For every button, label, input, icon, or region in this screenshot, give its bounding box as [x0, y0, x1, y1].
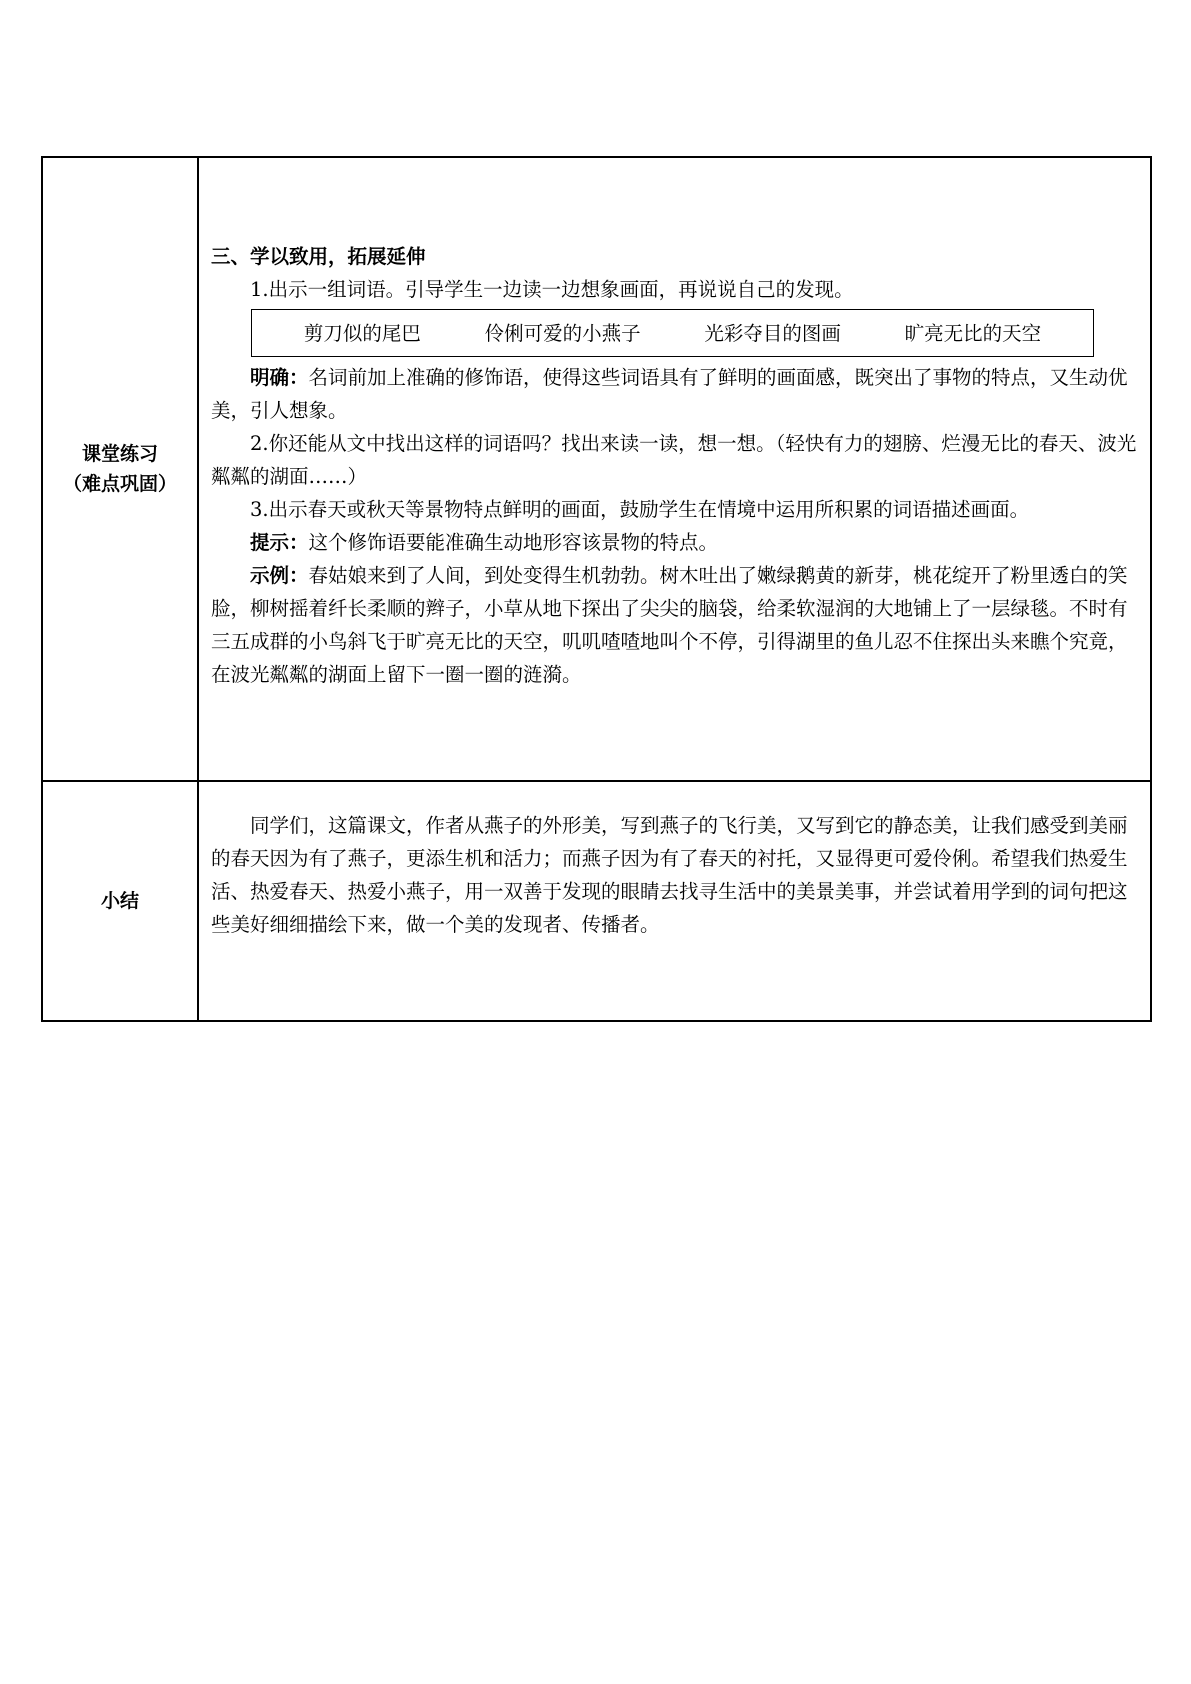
summary-label: 小结 [100, 890, 139, 912]
section-title: 三、学以致用，拓展延伸 [211, 245, 426, 268]
practice-label-line1: 课堂练习 [81, 443, 158, 465]
practice-row [42, 157, 1151, 781]
practice-label-cell [42, 157, 198, 781]
practice-label-line2: （难点巩固） [62, 473, 177, 495]
summary-content-cell [198, 781, 1151, 1021]
example-label: 示例： [250, 564, 309, 587]
clarify-label: 明确： [250, 366, 309, 389]
hint-paragraph [211, 526, 1138, 559]
summary-text: 同学们，这篇课文，作者从燕子的外形美，写到燕子的飞行美，又写到它的静态美，让我们感受到美丽的春天因为有了燕子，更添生机和活力；而燕子因为有了春天的衬托，又显得更可爱伶俐。希望我们热爱生活、热爱春天、热爱小燕子，用一双善于发现的眼睛去找寻生活中的美景美事，并尝试着用学到的词句把这些美好细细描绘下来，做一个美的发现者、传播者。 [211, 814, 1128, 936]
example-paragraph [211, 559, 1138, 691]
lesson-plan-table [41, 156, 1152, 1022]
item-1: 1.出示一组词语。引导学生一边读一边想象画面，再说说自己的发现。 [250, 278, 854, 301]
phrase-item: 旷亮无比的天空 [904, 321, 1042, 345]
summary-label-cell [42, 781, 198, 1021]
practice-content [199, 158, 1150, 691]
item-2: 2.你还能从文中找出这样的词语吗？找出来读一读，想一想。（轻快有力的翅膀、烂漫无比的春天、波光粼粼的湖面……） [211, 432, 1137, 488]
example-text: 春姑娘来到了人间，到处变得生机勃勃。树木吐出了嫩绿鹅黄的新芽，桃花绽开了粉里透白的笑脸，柳树摇着纤长柔顺的辫子，小草从地下探出了尖尖的脑袋，给柔软湿润的大地铺上了一层绿毯。不时有三五成群的小鸟斜飞于旷亮无比的天空，叽叽喳喳地叫个不停，引得湖里的鱼儿忍不住探出头来瞧个究竟，在波光粼粼的湖面上留下一圈一圈的涟漪。 [211, 564, 1128, 686]
practice-content-cell [198, 157, 1151, 781]
phrase-box [251, 309, 1094, 357]
hint-label: 提示： [250, 531, 309, 554]
item-3: 3.出示春天或秋天等景物特点鲜明的画面，鼓励学生在情境中运用所积累的词语描述画面。 [250, 498, 1030, 521]
clarify-paragraph [211, 361, 1138, 427]
summary-content [199, 782, 1150, 941]
phrase-item: 伶俐可爱的小燕子 [484, 321, 641, 345]
hint-text: 这个修饰语要能准确生动地形容该景物的特点。 [308, 531, 719, 554]
clarify-text: 名词前加上准确的修饰语，使得这些词语具有了鲜明的画面感，既突出了事物的特点，又生动优美，引人想象。 [211, 366, 1128, 422]
summary-row [42, 781, 1151, 1021]
phrase-item: 剪刀似的尾巴 [303, 321, 421, 345]
phrase-item: 光彩夺目的图画 [704, 321, 841, 345]
